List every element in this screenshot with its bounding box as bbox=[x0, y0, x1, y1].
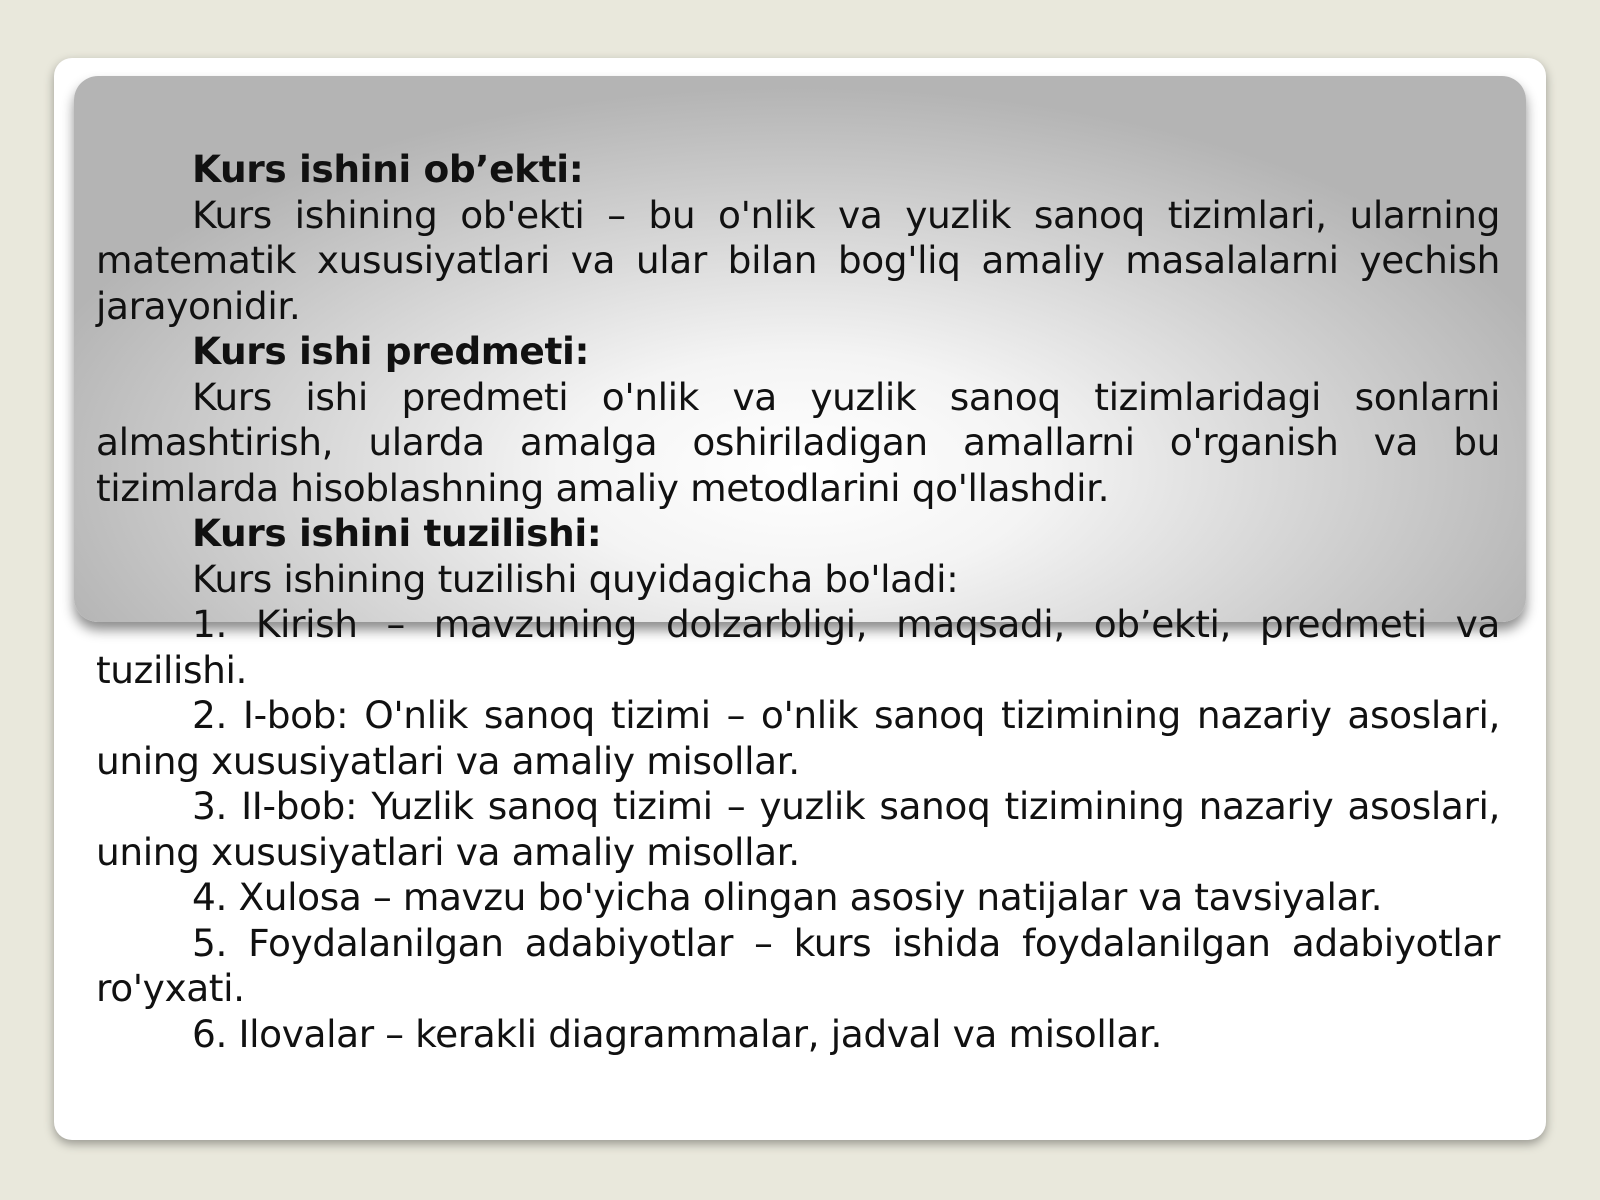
list-item: 2. I-bob: O'nlik sanoq tizimi – o'nlik sanoq tizimining nazariy asoslari, uning xususiyatlari va amaliy misollar. bbox=[96, 693, 1500, 783]
section-text-structure: Kurs ishining tuzilishi quyidagicha bo'ladi: bbox=[192, 556, 959, 601]
list-item: 3. II-bob: Yuzlik sanoq tizimi – yuzlik sanoq tizimining nazariy asoslari, uning xususiyatlari va amaliy misollar. bbox=[96, 784, 1500, 874]
list-item: 4. Xulosa – mavzu bo'yicha olingan asosiy natijalar va tavsiyalar. bbox=[192, 875, 1383, 919]
section-text-subject: Kurs ishi predmeti o'nlik va yuzlik sanoq tizimlaridagi sonlarni almashtirish, ularda amalga oshiriladigan amallarni o'rganish va bu tizimlarda hisoblashning amaliy metodlarini qo'llashdir. bbox=[96, 374, 1500, 510]
slide-body bbox=[96, 147, 1500, 1057]
list-item: 5. Foydalanilgan adabiyotlar – kurs ishida foydalanilgan adabiyotlar ro'yxati. bbox=[96, 920, 1500, 1010]
section-text-object: Kurs ishining ob'ekti – bu o'nlik va yuzlik sanoq tizimlari, ularning matematik xususiyatlari va ular bilan bog'liq amaliy masalalarni yechish jarayonidir. bbox=[96, 192, 1500, 328]
section-heading-subject: Kurs ishi predmeti: bbox=[192, 329, 590, 373]
section-heading-structure: Kurs ishini tuzilishi: bbox=[192, 511, 602, 555]
list-item: 6. Ilovalar – kerakli diagrammalar, jadval va misollar. bbox=[192, 1011, 1163, 1056]
list-item: 1. Kirish – mavzuning dolzarbligi, maqsadi, ob’ekti, predmeti va tuzilishi. bbox=[96, 602, 1500, 692]
section-heading-object: Kurs ishini ob’ekti: bbox=[192, 147, 584, 191]
